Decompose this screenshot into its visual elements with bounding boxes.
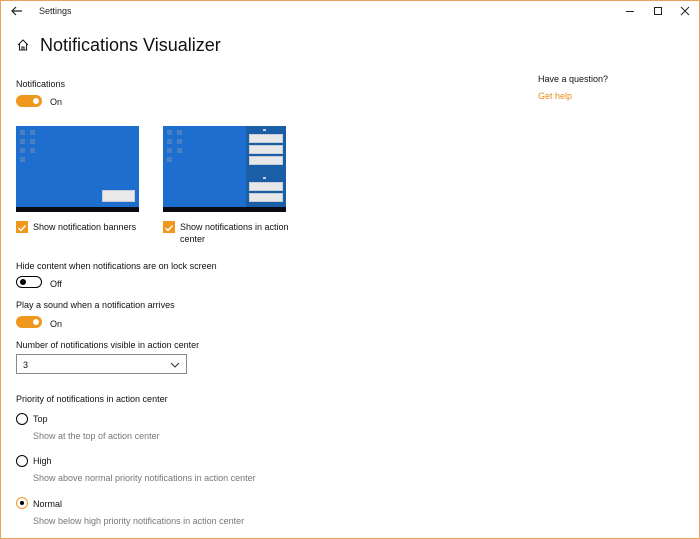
play-sound-toggle[interactable] [16,316,42,328]
action-center-panel [246,126,286,207]
notifications-label: Notifications [16,79,66,89]
action-center-item [249,193,283,202]
toggle-knob [33,319,39,325]
get-help-link[interactable]: Get help [538,91,573,101]
desktop-icon [20,157,25,162]
desktop-icon [20,139,25,144]
priority-high-radio[interactable] [16,455,28,467]
desktop-icon [30,139,35,144]
visible-count-dropdown[interactable] [16,354,187,374]
show-in-action-center-checkbox[interactable] [163,221,175,233]
show-in-action-center-label-line2: center [180,234,206,244]
taskbar [163,207,286,212]
home-icon[interactable] [16,38,30,52]
play-sound-label: Play a sound when a notification arrives [16,300,175,310]
priority-top-label: Top [33,414,48,424]
toggle-knob [33,98,39,104]
taskbar [16,207,139,212]
desktop-icon [177,139,182,144]
desktop-icon [167,148,172,153]
close-icon[interactable] [677,3,693,19]
notifications-toggle[interactable] [16,95,42,107]
group-header-icon [263,177,266,179]
priority-high-desc: Show above normal priority notifications in action center [33,473,256,483]
notification-banner [102,190,135,202]
title-bar [0,0,700,22]
show-banners-label: Show notification banners [33,222,137,232]
action-center-item [249,182,283,191]
desktop-icon [167,157,172,162]
minimize-icon[interactable] [622,3,638,19]
visible-count-value: 3 [23,360,29,370]
checkmark-icon [163,222,175,234]
priority-top-radio[interactable] [16,413,28,425]
priority-normal-desc: Show below high priority notifications in action center [33,516,245,526]
hide-content-state: Off [50,279,62,289]
help-question: Have a question? [538,74,609,84]
hide-content-toggle[interactable] [16,276,42,288]
back-arrow-icon[interactable] [10,4,24,18]
radio-dot [20,501,24,505]
priority-normal-label: Normal [33,499,63,509]
action-center-preview-image [163,126,286,212]
desktop-icon [30,148,35,153]
desktop-icon [177,130,182,135]
action-center-item [249,134,283,143]
show-in-action-center-label-line1: Show notifications in action [180,222,289,232]
hide-content-label: Hide content when notifications are on lock screen [16,261,217,271]
banner-preview-image [16,126,139,212]
action-center-item [249,156,283,165]
checkmark-icon [16,222,28,234]
desktop-icon [20,130,25,135]
maximize-icon[interactable] [650,3,666,19]
priority-label: Priority of notifications in action center [16,394,168,404]
group-header-icon [263,129,266,131]
visible-count-label: Number of notifications visible in action center [16,340,200,350]
action-center-item [249,145,283,154]
desktop-icon [167,130,172,135]
desktop-icon [30,130,35,135]
window-title: Settings [39,6,72,16]
priority-normal-radio[interactable] [16,497,28,509]
priority-top-desc: Show at the top of action center [33,431,160,441]
show-banners-checkbox[interactable] [16,221,28,233]
play-sound-state: On [50,319,63,329]
toggle-knob [20,279,26,285]
desktop-icon [167,139,172,144]
desktop-icon [177,148,182,153]
chevron-down-icon [170,361,180,369]
notifications-state: On [50,97,63,107]
page-title: Notifications Visualizer [40,35,221,55]
priority-high-label: High [33,456,52,466]
desktop-icon [20,148,25,153]
